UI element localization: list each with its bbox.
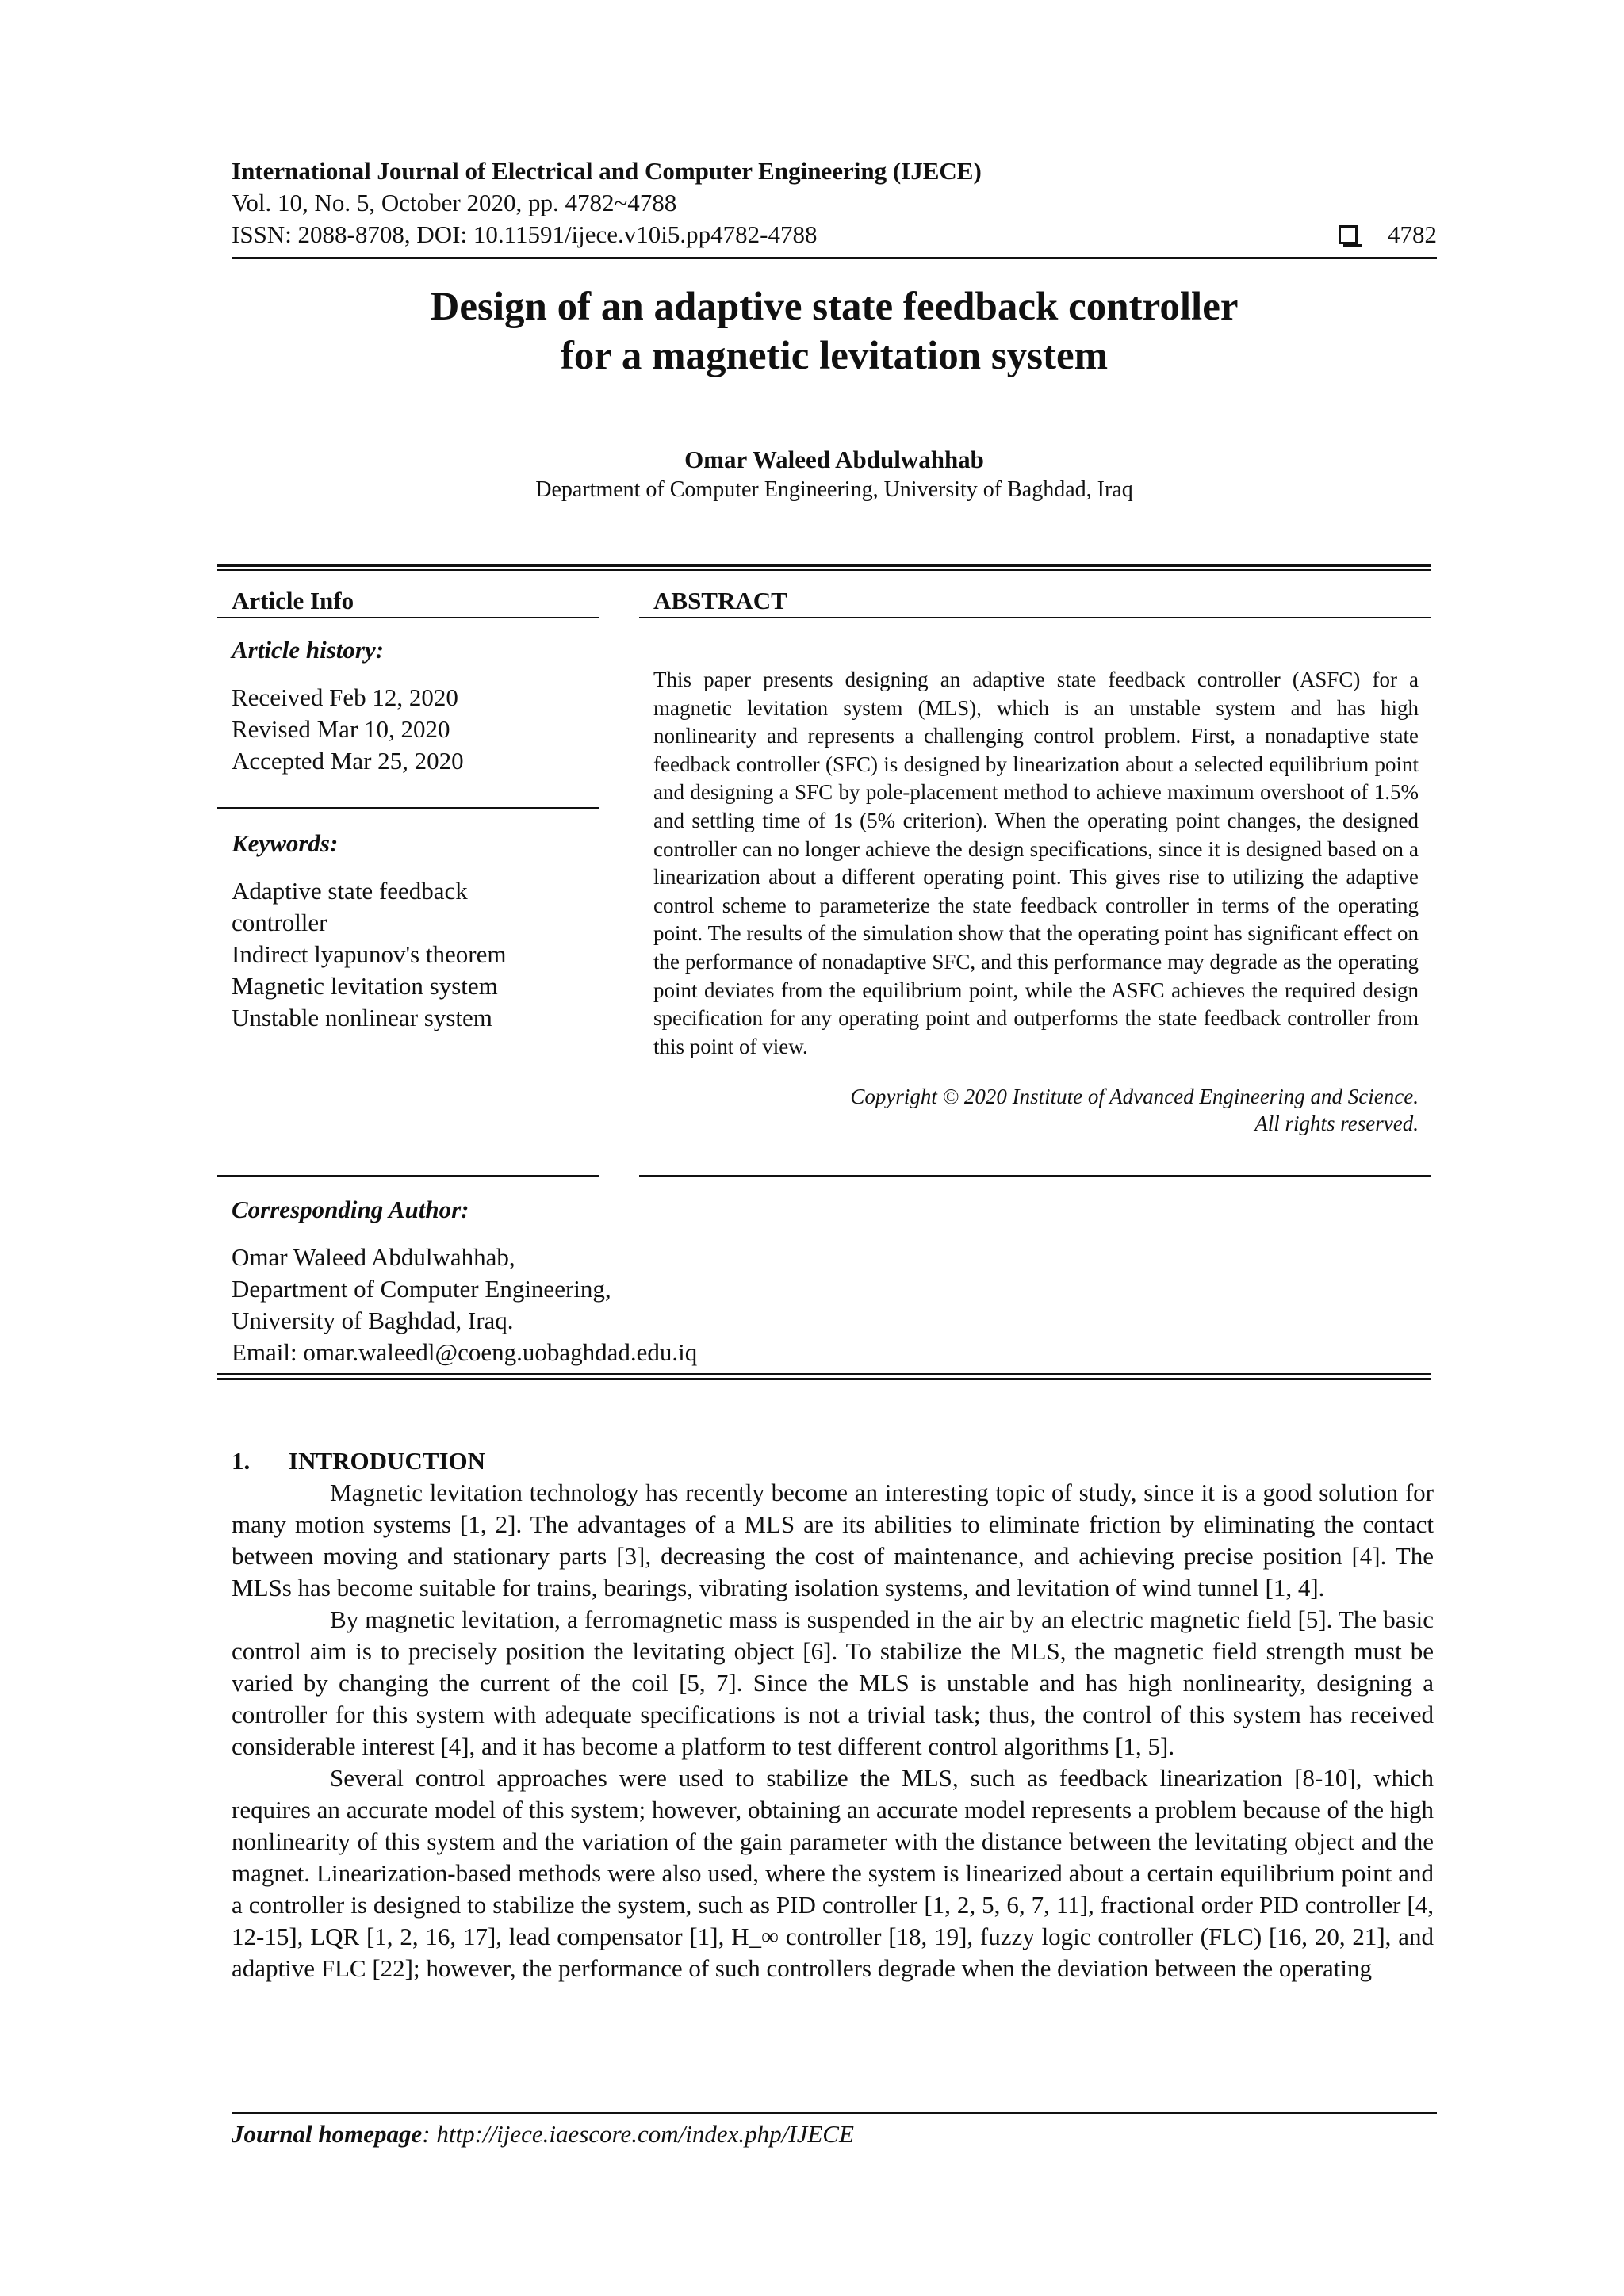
abstract-bottom-rule (639, 1175, 1431, 1177)
header-rule (232, 257, 1437, 259)
section-number: 1. (232, 1447, 251, 1475)
corresponding-email[interactable]: Email: omar.waleedl@coeng.uobaghdad.edu.iq (232, 1338, 698, 1366)
author-affiliation: Department of Computer Engineering, University of Baghdad, Iraq (535, 477, 1133, 502)
introduction-heading (232, 1445, 1434, 1477)
corresponding-dept: Department of Computer Engineering, (232, 1275, 611, 1303)
keyword-item: Magnetic levitation system (232, 972, 498, 1000)
revised-date: Revised Mar 10, 2020 (232, 715, 450, 743)
keyword-item: Indirect lyapunov's theorem (232, 940, 507, 968)
corresponding-univ: University of Baghdad, Iraq. (232, 1307, 514, 1334)
article-history-heading: Article history: (232, 636, 385, 664)
introduction-section (232, 1445, 1434, 1984)
keyword-item: controller (232, 909, 327, 936)
page-number-box (1339, 219, 1437, 251)
journal-volume: Vol. 10, No. 5, October 2020, pp. 4782~4788 (232, 189, 677, 216)
copyright-line-1: Copyright © 2020 Institute of Advanced Engineering and Science. (850, 1085, 1419, 1109)
abstract-column (653, 585, 1419, 1137)
journal-name: International Journal of Electrical and Computer Engineering (IJECE) (232, 157, 982, 185)
keyword-item: Unstable nonlinear system (232, 1004, 492, 1031)
infobox-bottom-rule (217, 1373, 1431, 1375)
accepted-date: Accepted Mar 25, 2020 (232, 747, 464, 775)
footer-rule (232, 2112, 1437, 2114)
journal-issn: ISSN: 2088-8708, DOI: 10.11591/ijece.v10i5.pp4782-4788 (232, 220, 818, 248)
infobox-top-rule-2 (217, 569, 1431, 571)
paper-title (232, 282, 1437, 381)
copyright-line-2: All rights reserved. (1254, 1112, 1419, 1136)
keywords-heading: Keywords: (232, 829, 339, 857)
infobox-bottom-rule-2 (217, 1378, 1431, 1380)
page-number: 4782 (1388, 220, 1437, 248)
keywords-list (232, 875, 604, 1034)
infobox-top-rule (217, 564, 1431, 567)
checkbox-square-icon (1339, 225, 1358, 244)
corresponding-heading: Corresponding Author: (232, 1196, 469, 1223)
article-info-rule (217, 617, 599, 618)
author-name: Omar Waleed Abdulwahhab (684, 446, 984, 473)
abstract-rule (639, 617, 1431, 618)
intro-paragraph-3: Several control approaches were used to stabilize the MLS, such as feedback linearization [8-10], which requires an accurate model of this system; however, obtaining an accurate model represents a problem because of the high nonlinearity of this system and the variation of the gain parameter with the distance between the levitating object and the magnet. Linearization-based methods were also used, where the system is linearized about a certain equilibrium point and a controller is designed to stabilize the system, such as PID controller [1, 2, 5, 6, 7, 11], fractional order PID controller [4, 12-15], LQR [1, 2, 16, 17], lead compensator [1], H_∞ controller [18, 19], fuzzy logic controller (FLC) [16, 20, 21], and adaptive FLC [22]; however, the performance of such controllers degrade when the deviation between the operating (232, 1764, 1434, 1982)
copyright-notice (653, 1083, 1419, 1137)
history-rule (217, 807, 599, 809)
corresponding-name: Omar Waleed Abdulwahhab, (232, 1243, 515, 1271)
received-date: Received Feb 12, 2020 (232, 683, 458, 711)
title-line-2: for a magnetic levitation system (560, 334, 1109, 378)
abstract-heading: ABSTRACT (653, 587, 787, 614)
journal-header (232, 155, 1437, 251)
section-title: INTRODUCTION (289, 1447, 486, 1475)
corresponding-author (232, 1194, 945, 1368)
article-info-column (232, 585, 604, 1034)
intro-paragraph-1: Magnetic levitation technology has recently become an interesting topic of study, since it is a good solution for many motion systems [1, 2]. The advantages of a MLS are its abilities to eliminate friction by eliminating the contact between moving and stationary parts [3], decreasing the cost of maintenance, and achieving precise position [4]. The MLSs has become suitable for trains, bearings, vibrating isolation systems, and levitation of wind tunnel [1, 4]. (232, 1479, 1434, 1601)
abstract-text: This paper presents designing an adaptive state feedback controller (ASFC) for a magnetic levitation system (MLS), which is an unstable system and has high nonlinearity and represents a challenging control problem. First, a nonadaptive state feedback controller (SFC) is designed by linearization about a selected equilibrium point and designing a SFC by pole-placement method to achieve maximum overshoot of 1.5% and settling time of 1s (5% criterion). When the operating point changes, the designed controller can no longer achieve the design specifications, since it is designed based on a linearization about a different operating point. This gives rise to utilizing the adaptive control scheme to parameterize the state feedback controller in terms of the operating point. The results of the simulation show that the operating point has significant effect on the performance of nonadaptive SFC, and this performance may degrade as the operating point deviates from the equilibrium point, while the ASFC achieves the required design specification for any operating point and outperforms the state feedback controller from this point of view. (653, 668, 1419, 1058)
keywords-rule (217, 1175, 599, 1177)
intro-paragraph-2: By magnetic levitation, a ferromagnetic mass is suspended in the air by an electric magnetic field [5]. The basic control aim is to precisely position the levitating object [6]. To stabilize the MLS, the magnetic field strength must be varied by changing the current of the coil [5, 7]. Since the MLS is unstable and has high nonlinearity, designing a controller for this system with adequate specifications is not a trivial task; thus, the control of this system has received considerable interest [4], and it has become a platform to test different control algorithms [1, 5]. (232, 1605, 1434, 1760)
article-info-heading: Article Info (232, 587, 354, 614)
homepage-label: Journal homepage (232, 2120, 423, 2148)
homepage-url[interactable]: : http://ijece.iaescore.com/index.php/IJECE (422, 2120, 854, 2148)
title-line-1: Design of an adaptive state feedback controller (430, 285, 1239, 329)
keyword-item: Adaptive state feedback (232, 877, 468, 905)
journal-homepage (232, 2118, 854, 2150)
